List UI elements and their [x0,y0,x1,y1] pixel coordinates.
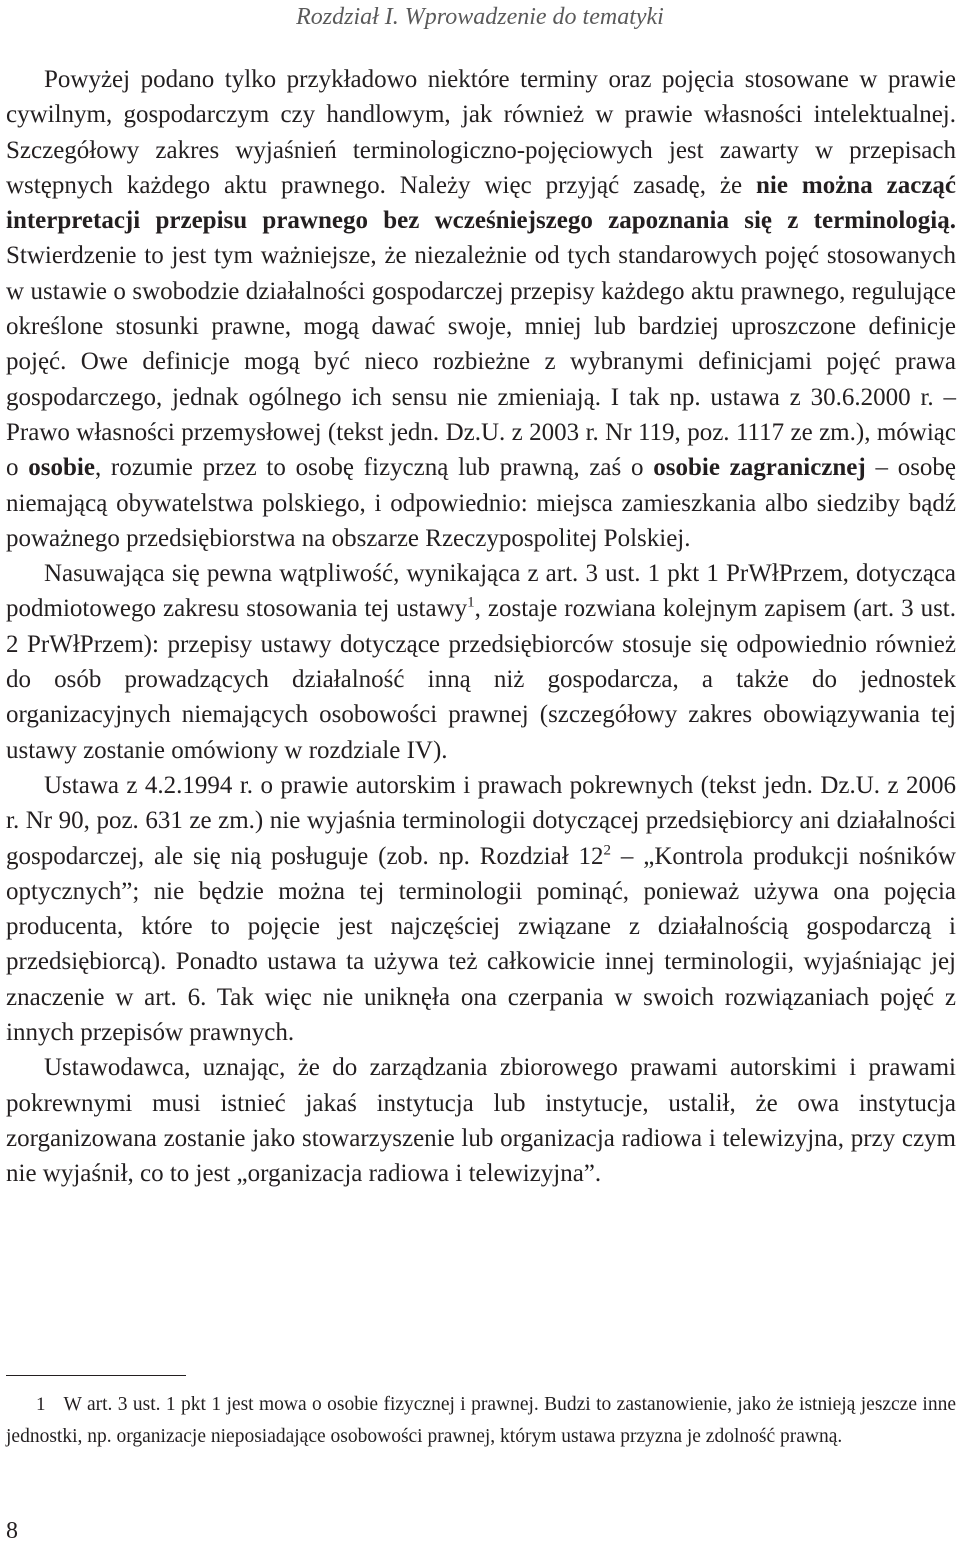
footnote-number: 1 [36,1394,46,1415]
footnote [6,1389,956,1453]
body-text [6,62,956,1192]
page-number: 8 [6,1518,18,1544]
footnote-text: W art. 3 ust. 1 pkt 1 jest mowa o osobie fizycznej i prawnej. Budzi to zastanowienie, jako że istnieją jeszcze inne jednostki, np. organizacje nieposiadające osobowości prawnej, którym ustawa przyzna je zdolność prawną. [6,1394,956,1447]
paragraph-1-text-a: Powyżej podano tylko przykładowo niektóre terminy oraz pojęcia stosowane w prawie cywilnym, gospodarczym czy handlowym, jak również w prawie własności intelektualnej. Szczegółowy zakres wyjaśnień terminologiczno-pojęciowych jest zawarty w przepisach wstępnych każdego aktu prawnego. Należy więc przyjąć zasadę, że [6,66,956,199]
paragraph-3-text-a: Ustawa z 4.2.1994 r. o prawie autorskim i prawach pokrewnych (tekst jedn. Dz.U. z 2006 r. Nr 90, poz. 631 ze zm.) nie wyjaśnia terminologii dotyczącej przedsiębiorcy ani działalności gospodarczej, ale się nią posługuje (zob. np. Rozdział 12 [6,771,956,870]
paragraph-3-text-b: – „Kontrola produkcji nośników optycznych”; nie będzie można tej terminologii pominąć, ponieważ używa ona pojęcia producenta, które to pojęcie jest najczęściej związane z działalnością gospodarczą i przedsiębiorcą). Ponadto ustawa ta używa też całkowicie innej terminologii, wyjaśniając jej znaczenie w art. 6. Tak więc nie uniknęła ona czerpania w swoich rozwiązaniach pojęć z innych przepisów prawnych. [6,842,956,1047]
bold-term-osobie: osobie [28,454,95,482]
paragraph-4: Ustawodawca, uznając, że do zarządzania zbiorowego prawami autorskimi i prawami pokrewnymi musi istnieć jakaś instytucja lub instytucje, ustalił, że owa instytucja zorganizowana zostanie jako stowarzyszenie lub organizacja radiowa i telewizyjna, przy czym nie wyjaśnił, co to jest „organizacja radiowa i telewizyjna”. [6,1054,956,1188]
footnote-divider [6,1375,186,1376]
paragraph-3 [6,768,956,1050]
bold-term-osobie-zagranicznej: osobie zagranicznej [653,454,866,482]
superscript-2: 2 [603,842,612,859]
paragraph-1-text-c: Stwierdzenie to jest tym ważniejsze, że niezależnie od tych standarowych pojęć stosowanych w ustawie o swobodzie działalności gospodarczej przepisy każdego aktu prawnego, regulujące określone stosunki prawne, mogą dawać swoje, mniej lub bardziej uproszczone definicje pojęć. Owe definicje mogą być nieco rozbieżne z wybranymi definicjami pojęć prawa gospodarczego, jednak ogólnego ich sensu nie zmieniają. I tak np. ustawa z 30.6.2000 r. – Prawo własności przemysłowej (tekst jedn. Dz.U. z 2003 r. Nr 119, poz. 1117 ze zm.), mówiąc o [6,242,956,482]
running-header: Rozdział I. Wprowadzenie do tematyki [296,4,664,30]
paragraph-1 [6,62,956,556]
paragraph-1-text-e: , rozumie przez to osobę fizyczną lub prawną, zaś o [94,454,654,482]
paragraph-2 [6,556,956,768]
paragraph-1-text-g: – osobę niemającą obywatelstwa polskiego, i odpowiednio: miejsca zamieszkania albo siedziby bądź poważnego przedsiębiorstwa na obszarze Rzeczypospolitej Polskiej. [6,454,957,552]
paragraph-2-text-b: , zostaje rozwiana kolejnym zapisem (art. 3 ust. 2 PrWłPrzem): przepisy ustawy dotyczące przedsiębiorców stosuje się odpowiednio również do osób prowadzących działalność inną niż gospodarcza, a także do jednostek organizacyjnych niemających osobowości prawnej (szczegółowy zakres obowiązywania tej ustawy zostanie omówiony w rozdziale IV). [6,595,956,764]
paragraph-2-text-a: Nasuwająca się pewna wątpliwość, wynikająca z art. 3 ust. 1 pkt 1 PrWłPrzem, dotycząca podmiotowego zakresu stosowania tej ustawy [6,560,956,623]
footnote-reference[interactable]: 1 [467,595,475,612]
bold-principle: nie można zacząć interpretacji przepisu prawnego bez wcześniejszego zapoznania się z terminologią. [6,171,957,235]
